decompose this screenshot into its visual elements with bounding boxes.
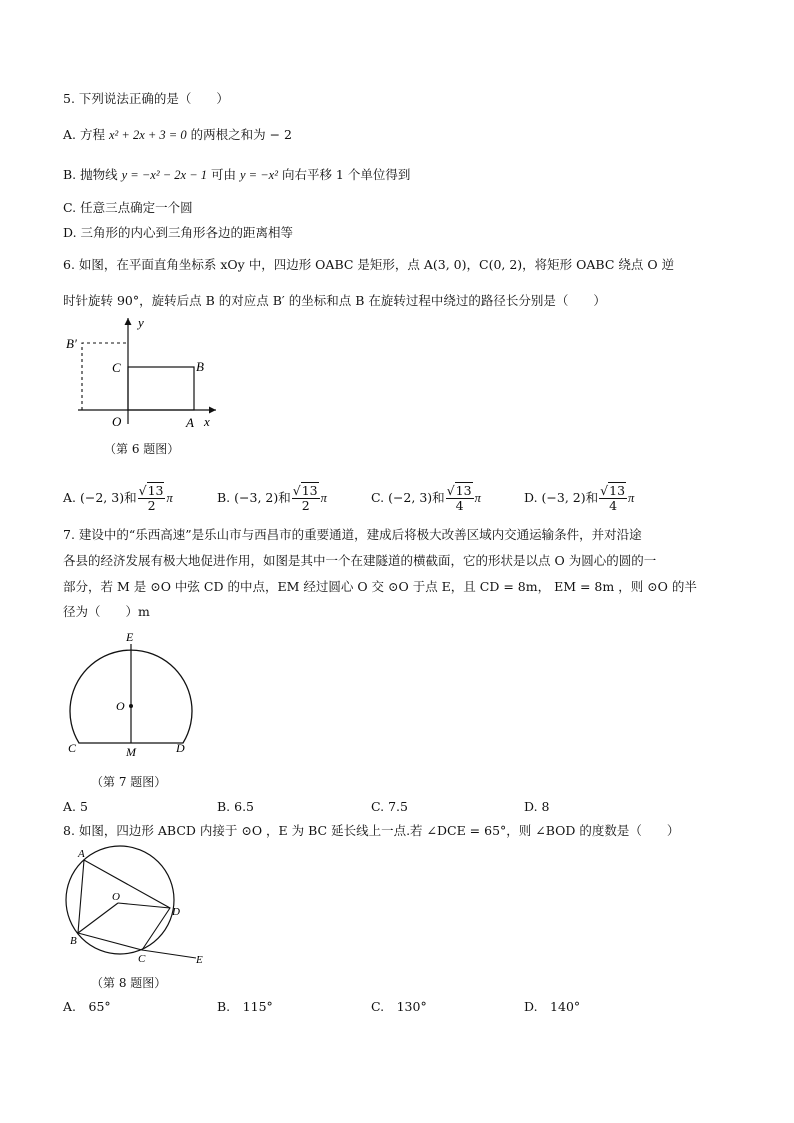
q6-figure [60,312,230,432]
q6-option-b-pi: π [320,491,327,505]
q5-option-b-math2: y = −x² [240,168,278,182]
q6-option-d-he: 和 [585,490,599,505]
q6-option-a-he: 和 [124,490,137,505]
q7-label-e: E [126,630,134,644]
q6-option-a-letter: A. [63,490,77,505]
q6-option-d-fraction: $\frac{√13}{4}$ [600,483,626,513]
q6-label-c: C [112,360,121,375]
q5-option-b [63,166,410,184]
q6-option-c-letter: C. [371,490,385,505]
q6-label-x: x [204,414,210,429]
q6-option-c-denominator: 4 [455,498,464,513]
q8-extension-ce [142,950,196,958]
q8-label-d: D [172,906,180,918]
q8-segment-ob [78,903,118,933]
q6-option-b-fraction: $\frac{√13}{2}$ [292,483,318,513]
q6-rotated-rectangle [82,343,128,410]
q8-label-a: A [78,848,85,860]
q8-option-a: A. 65° [63,999,111,1014]
q5-option-d: D. 三角形的内心到三角形各边的距离相等 [63,225,294,240]
q6-option-a-coord: (−2, 3) [80,490,125,505]
q6-label-b: B [196,359,204,374]
q5-option-a-prefix: A. 方程 [63,127,105,142]
q6-option-d [524,484,634,513]
q7-label-d: D [176,741,185,755]
q7-label-m: M [126,745,136,759]
q7-label-o: O [116,699,125,713]
q6-option-c [371,484,481,513]
q8-label-b: B [70,935,77,947]
q7-stem-line2: 各县的经济发展有极大地促进作用，如图是其中一个在建隧道的横截面，它的形状是以点 O 为圆心的圆的一 [63,553,657,568]
q8-caption: （第 8 题图） [91,976,167,990]
q6-option-b-letter: B. [217,490,231,505]
q6-option-c-radicand: 13 [455,483,472,498]
q7-option-b: B. 6.5 [217,799,255,814]
q6-option-a-radicand: 13 [147,483,164,498]
q7-figure [62,628,197,760]
q6-option-d-denominator: 4 [609,498,618,513]
q6-option-b-denominator: 2 [301,498,310,513]
q6-option-c-fraction: $\frac{√13}{4}$ [446,483,472,513]
q6-option-d-coord: (−3, 2) [541,490,586,505]
q8-quadrilateral-abcd [78,860,170,950]
q5-option-a [63,126,292,144]
q6-option-a [63,484,173,513]
q6-rectangle-oabc [128,367,194,410]
q6-option-d-pi: π [628,491,635,505]
q5-option-b-math1: y = −x² − 2x − 1 [121,168,208,182]
q7-stem-line3: 部分，若 M 是 ⊙O 中弦 CD 的中点，EM 经过圆心 O 交 ⊙O 于点 E，且 CD = 8m， EM = 8m ，则 ⊙O 的半 [63,579,697,594]
q8-option-b: B. 115° [217,999,273,1014]
q7-stem-line1: 7. 建设中的“乐西高速”是乐山市与西昌市的重要通道，建成后将极大改善区域内交通运输条件，并对沿途 [63,527,642,542]
q6-option-b [217,484,327,513]
q6-stem-line2: 时针旋转 90°，旋转后点 B 的对应点 B′ 的坐标和点 B 在旋转过程中绕过的路径长分别是（ ） [63,293,606,308]
q6-option-c-pi: π [474,491,481,505]
q6-option-b-radicand: 13 [301,483,318,498]
q6-label-a: A [186,415,194,430]
q6-option-a-fraction: $\frac{√13}{2}$ [138,483,164,513]
q7-option-d: D. 8 [524,799,550,814]
q5-option-c: C. 任意三点确定一个圆 [63,200,193,215]
q7-caption: （第 7 题图） [91,775,167,789]
q5-stem: 5. 下列说法正确的是（ ） [63,91,229,106]
q5-option-a-math: x² + 2x + 3 = 0 [108,128,187,142]
q8-label-c: C [138,953,146,965]
q5-option-a-suffix: 的两根之和为 − 2 [190,127,292,142]
q8-option-d: D. 140° [524,999,581,1014]
q6-option-c-he: 和 [432,490,445,505]
q8-stem: 8. 如图，四边形 ABCD 内接于 ⊙O ，E 为 BC 延长线上一点.若 ∠DCE = 65°，则 ∠BOD 的度数是（ ） [63,823,680,838]
q6-label-y: y [138,315,144,330]
q7-stem-line4: 径为（ ）m [63,604,150,619]
q5-option-b-prefix: B. 抛物线 [63,167,118,182]
q6-label-o: O [112,414,122,429]
q5-option-b-mid: 可由 [211,167,237,182]
q8-option-c: C. 130° [371,999,427,1014]
q5-option-b-suffix: 向右平移 1 个单位得到 [281,167,411,182]
q7-label-c: C [68,741,77,755]
q6-option-a-denominator: 2 [147,498,156,513]
q6-caption: （第 6 题图） [104,442,180,456]
q7-center-point [129,704,133,708]
q8-circle [66,846,174,954]
q6-option-a-pi: π [166,491,173,505]
q8-label-o: O [112,891,120,903]
q6-option-d-letter: D. [524,490,538,505]
q6-label-b-prime: B′ [66,336,77,351]
q6-option-c-coord: (−2, 3) [388,490,433,505]
q8-label-e: E [196,954,203,966]
q8-figure [62,845,212,967]
q6-stem-line1: 6. 如图，在平面直角坐标系 xOy 中，四边形 OABC 是矩形，点 A(3, 0)，C(0, 2)，将矩形 OABC 绕点 O 逆 [63,257,675,272]
q6-option-b-coord: (−3, 2) [234,490,279,505]
q7-option-c: C. 7.5 [371,799,408,814]
q6-option-b-he: 和 [278,490,291,505]
q7-option-a: A. 5 [63,799,88,814]
q6-option-d-radicand: 13 [609,483,626,498]
